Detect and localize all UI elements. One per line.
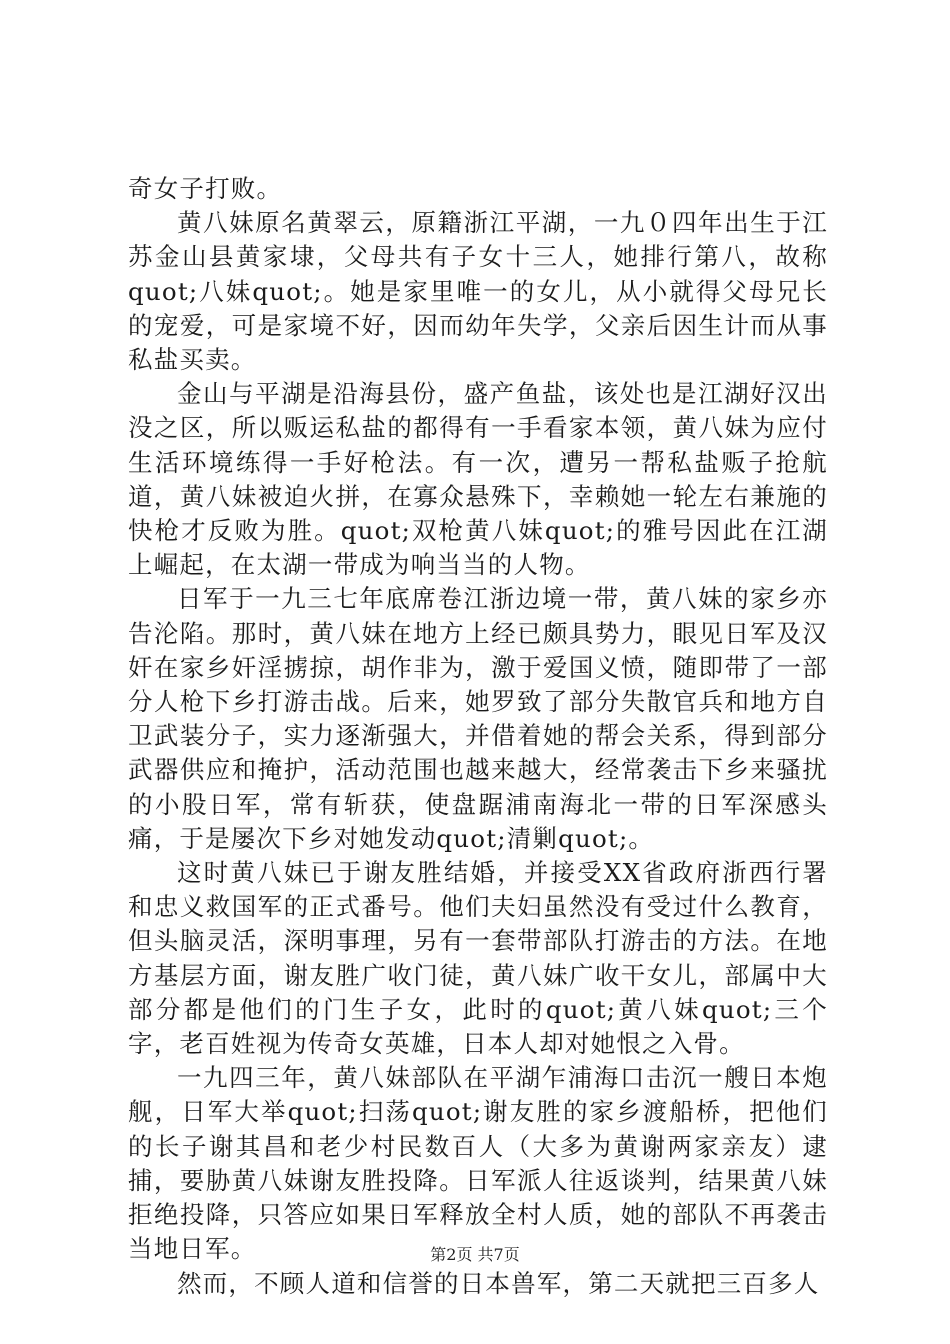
body-text	[128, 172, 828, 1301]
paragraph-5: 这时黄八妹已于谢友胜结婚，并接受XX省政府浙西行署和忠义救国军的正式番号。他们夫妇虽然没有受过什么教育，但头脑灵活，深明事理，另有一套带部队打游击的方法。在地方基层方面，谢友胜广收门徒，黄八妹广收干女儿，部属中大部分都是他们的门生子女，此时的quot;黄八妹quot;三个字，老百姓视为传奇女英雄，日本人却对她恨之入骨。	[128, 858, 828, 1059]
paragraph-3: 金山与平湖是沿海县份，盛产鱼盐，该处也是江湖好汉出没之区，所以贩运私盐的都得有一手看家本领，黄八妹为应付生活环境练得一手好枪法。有一次，遭另一帮私盐贩子抢航道，黄八妹被迫火拼，在寡众悬殊下，幸赖她一轮左右兼施的快枪才反败为胜。quot;双枪黄八妹quot;的雅号因此在江湖上崛起，在太湖一带成为响当当的人物。	[128, 379, 828, 580]
paragraph-1: 奇女子打败。	[128, 174, 283, 203]
page-footer: 第2页 共7页	[430, 1245, 520, 1264]
paragraph-2: 黄八妹原名黄翠云，原籍浙江平湖，一九０四年出生于江苏金山县黄家埭，父母共有子女十三人，她排行第八，故称quot;八妹quot;。她是家里唯一的女儿，从小就得父母兄长的宠爱，可是家境不好，因而幼年失学，父亲后因生计而从事私盐买卖。	[128, 208, 828, 375]
paragraph-7: 然而，不顾人道和信誉的日本兽军，第二天就把三百多人	[177, 1268, 820, 1298]
paragraph-6: 一九四三年，黄八妹部队在平湖乍浦海口击沉一艘日本炮舰，日军大举quot;扫荡quot;谢友胜的家乡渡船桥，把他们的长子谢其昌和老少村民数百人（大多为黄谢两家亲友）逮捕，要胁黄八妹谢友胜投降。日军派人往返谈判，结果黄八妹拒绝投降，只答应如果日军释放全村人质，她的部队不再袭击当地日军。	[128, 1063, 828, 1264]
paragraph-4: 日军于一九三七年底席卷江浙边境一带，黄八妹的家乡亦告沦陷。那时，黄八妹在地方上经已颇具势力，眼见日军及汉奸在家乡奸淫掳掠，胡作非为，激于爱国义愤，随即带了一部分人枪下乡打游击战。后来，她罗致了部分失散官兵和地方自卫武装分子，实力逐渐强大，并借着她的帮会关系，得到部分武器供应和掩护，活动范围也越来越大，经常袭击下乡来骚扰的小股日军，常有斩获，使盘踞浦南海北一带的日军深感头痛，于是屡次下乡对她发动quot;清剿quot;。	[128, 584, 828, 853]
